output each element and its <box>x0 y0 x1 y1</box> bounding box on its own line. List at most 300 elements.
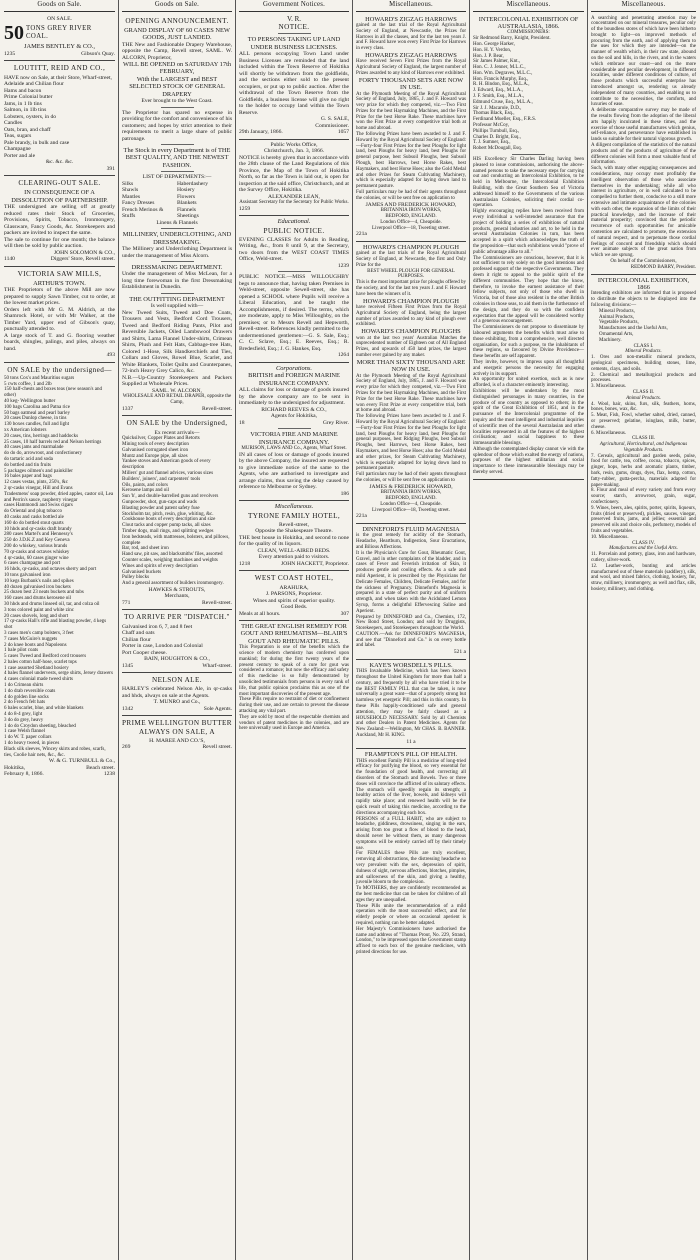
list-item: Blasting powder and patent safety fuse <box>122 505 200 511</box>
commissioner-name: Hon. C. J. Jenner, M.L.C., <box>473 65 526 71</box>
ad-number: 1238 <box>103 771 115 778</box>
ad-number: 521 a <box>453 649 466 656</box>
ad-body: EVENING CLASSES for Adults in Reading, Writing, &c., from 8 until 9, at the Secretary, two doors from the WEST COAST TIMES Office, Weld-street. <box>239 236 349 263</box>
list-item: Black silk sleeves, Wincey skirts and robes, scarfs, ties, Coolie hair nets, &c., &c. <box>4 746 106 758</box>
list-item: 10 hhds and qr-casks draft brandy <box>4 526 72 532</box>
section-heading: Corporations. <box>275 364 313 372</box>
ad-number: 269 <box>122 744 131 751</box>
list-item: Clout tacks and copper pump tacks, all sizes <box>122 523 211 529</box>
ad-text: Ever brought to the West Coast. <box>141 98 213 105</box>
ad-location: Gibson's Quay. <box>81 50 115 57</box>
ad-body: THIS excellent Family Pill is a medicine of long-tried efficacy for purifying the blood, so very essential for the foundation of good health, and correcting all disorders of the Stomach and Bowels. Two or three doses will convince the afflicted of its salutary effects. The stomach will speedily regain its strength; a healthy action of the liver, bowels, and kidneys will rapidly take place; and renewed health will be the quick result of taking this medicine, according to the directions accompanying each box. <box>356 758 466 816</box>
ad-body: To MOTHERS, they are confidently recommended as the best medicine that can be taken for children of all ages they are unequalled. <box>356 886 466 903</box>
list-item: cases Hammondi and Swiss cigars <box>4 503 73 509</box>
commissioner-name: Sir James Palmer, Knt., <box>473 59 521 65</box>
class-item: 8. Flour and meal of every variety and from every source; starch, arrowroot, grain, sugar, confectionery. <box>591 488 696 506</box>
department-list-left <box>122 181 177 220</box>
ad-text: BEDFORD, ENGLAND. <box>385 213 437 219</box>
department-item: Flowers <box>177 193 196 200</box>
ad-subheading: BEST WHEEL PLOUGH FOR GENERAL PURPOSES. <box>367 268 455 280</box>
list-item: 130 boxes candles, full and light <box>4 422 69 428</box>
ad-body: Her Majesty's Commissioners have authorised the name and address of "Thomas Prout, No. 229, Strand, London," to be impressed upon the Government stamp affixed to each box of the genuine medicines, with printed directions for use. <box>356 926 466 955</box>
list-item: Jams, in 1 lb tins <box>4 100 42 107</box>
commissioner-name: Sir J. J. Macarole, D.D., <box>473 105 522 111</box>
list-item: 3 do do grey, heavy <box>4 717 44 723</box>
commissioner-name: Hon. George Harker, <box>473 41 515 47</box>
list-item: Pulley blocks <box>122 575 150 581</box>
ad-signature: HAWKES & STROUTS, <box>148 586 206 593</box>
ad-number: 307 <box>340 610 349 617</box>
ad-heading: VICTORIA SAW MILLS, <box>17 269 102 278</box>
ad-text: Liverpool Office—18, Tweeting street. <box>372 507 450 513</box>
ad-number: 493 <box>106 352 115 359</box>
list-item: 1 case assorted Shetland hosiery <box>4 665 69 671</box>
list-item: 6 cases champagne and port <box>4 561 61 567</box>
ad-kaye-pills <box>356 660 466 749</box>
ad-body: HARLEY'S celebrated Nelson Ale, in qr-casks and hhds, always on sale at the Agents. <box>122 686 232 699</box>
list-item: 7 cases McGuire's nuggets <box>4 636 58 642</box>
ad-heading: PRIME WELLINGTON BUTTER ALWAYS ON SALE, A <box>122 719 232 736</box>
ad-heading: PUBLIC NOTICE. <box>263 226 325 235</box>
ad-body: They invite, however, to impress upon all thoughtful and energetic persons the necessity for engaging actively in its support. <box>473 359 584 377</box>
ad-body: The sale to continue for one month; the balance will then be sold by public auction. <box>4 236 115 250</box>
ad-text: BRITANNIA IRON WORKS, <box>380 490 442 496</box>
ad-heading: FRAMPTON'S PILL OF HEALTH. <box>364 751 458 759</box>
class-subheading: Agricultural, Horticultural, and Indigenous Vegetable Products. <box>599 442 688 453</box>
class-item: 1. Ores and non-metallic mineral products, geological specimens, building stones, lime, cements, clays, and soils. <box>591 355 696 372</box>
list-item: Hams and bacon <box>4 87 42 94</box>
ad-heading: INTERCOLONIAL EXHIBITION OF AUSTRALASIA, 1866. <box>478 15 579 30</box>
ad-body: CAUTION.—Ask for DINNEFORD'S MAGNESIA, and see that "Dinneford and Co." is on every bottle and label. <box>356 631 466 649</box>
ad-body: Have received Seven First Prizes from the Royal Agricultural Society of England, the largest number of Prizes awarded to any kind of Harrows ever exhibited. <box>356 59 466 76</box>
list-item: 1 do Crimean shirts <box>4 683 44 689</box>
ad-body: At the Plymouth Meeting of the Royal Agricultural Society of England, July, 1865, J. and F. Howard was very prize for which they competed, viz.—Two First Prizes for the best Haymaking Machines, and the First Prize for the best Horse Rake. These machines have won the First Prize at every competitive trial both at home and abroad. <box>356 91 466 132</box>
commissioner-name: Hon. H. Y. Verdon, <box>473 47 512 53</box>
ad-body: Full particulars may be had of their agents throughout the colonies, or will be sent free on application to <box>356 472 466 483</box>
ad-signature: JOHN HACKETT, Proprietor. <box>281 560 349 567</box>
list-item: Adelaide and Chilian flour <box>4 81 64 88</box>
list-item: Galvanised buckets <box>122 569 162 575</box>
class-heading: CLASS I. <box>633 343 654 349</box>
list-item: Teas, sugars <box>4 133 32 140</box>
list-item: Mining tools of every description <box>122 441 189 447</box>
ad-subheading: FORTY THOUSAND SETS ARE NOW IN USE. <box>358 76 464 92</box>
column-2 <box>119 0 236 1260</box>
list-item: 1 do drab reversible coats <box>4 688 56 694</box>
ad-number: 186 <box>340 490 349 497</box>
ad-body: Intending exhibitors are informed that is proposed to distribute the objects to be displayed into the following divisions:— <box>591 291 696 308</box>
ad-etc: &c. &c. &c. <box>45 159 74 166</box>
ad-subheading: WILL BE OPENED on SATURDAY 17th FEBRUARY, <box>122 61 232 76</box>
ad-body: Under the management of Miss McLean, for a long time forewoman in the first Dressmaking Establishment in Dunedin. <box>122 271 232 291</box>
ad-heading: INTERCOLONIAL EXHIBITION, 1866 <box>597 276 690 291</box>
ad-address: Beach street. <box>86 764 115 771</box>
ad-heading: LOUTITT, REID AND CO., <box>13 64 106 73</box>
department-item: Blankets <box>177 200 197 207</box>
list-item: 20 cases, tins, herrings and haddocks <box>4 433 79 439</box>
list-item: 1 case Welsh flannel <box>4 729 46 735</box>
ad-body: These Pills require no restraint of diet or confinement during their use, and are certain to prevent the disease attacking any vital part. <box>239 697 349 715</box>
ad-date: 29th January, 1866. <box>239 129 283 136</box>
commissioner-name: Hon. J. P. Bear, <box>473 53 504 59</box>
ad-subheading: LIST OF DEPARTMENTS:— <box>142 174 212 181</box>
division-item: Manufactures and the Useful Arts, <box>599 326 668 332</box>
ad-text: Linens & Flannels <box>156 219 198 226</box>
ad-heading: HOWARD'S CHAMPION PLOUGHS <box>361 328 461 336</box>
column-5 <box>470 0 588 1260</box>
list-item: 25 dozen best 23 neats buckets and tubs <box>4 590 84 596</box>
list-item: 25 cases, 10 half barrels red and Nelson herrings <box>4 439 102 445</box>
ad-body: A large stock of T. and G. flooring weather boards, shingles, palings, and piles, always on hand. <box>4 332 115 352</box>
list-item: 12 cases vestas, pints, 250's, &c <box>4 480 68 486</box>
ad-signature: REDMOND BARRY, President. <box>630 264 696 270</box>
ad-body: N.B.—Up-Country Storekeepers and Packers Supplied at Wholesale Prices. <box>122 374 232 388</box>
class-item: 9. Wines, beers, ales, spirits, porter, spirits, liqueurs, fruits (dried or preserved), pickles, sauces, vinegar, preserved fruits, jams, and jellies; essential and preserved oils and choice oils, perfumery, models of fruits and vegetables. <box>591 505 696 535</box>
commissioner-name: Edmund Cruse, Esq., M.L.A., <box>473 99 533 105</box>
ad-text: Liverpool Office—18, Tweeting street. <box>372 225 450 231</box>
ad-text: Is well supplied with— <box>150 303 204 310</box>
ad-number: 1057 <box>337 129 349 136</box>
list-item: 2 do knee boots and Napoleons <box>4 642 67 648</box>
list-item: 250 do J.D.K.Z and Key Geneva <box>4 538 70 544</box>
ad-body: At the Plymouth Meeting of the Royal Agricultural Society of England, July, 1865, J. and F. Howard was every prize for which they competed, viz.—Two First Prizes for the best Haymaking Machines, and the First Prize for the best Horse Rake. These machines have won every First Prize at every competitive trial, both at home and abroad. <box>356 373 466 414</box>
ad-despatch <box>122 610 232 673</box>
section-miscellaneous <box>239 501 349 571</box>
list-item: 160 do do bottled stout quarts <box>4 520 64 526</box>
list-item: Cookhouse boots of every description and size <box>122 517 216 523</box>
ad-text: Merchants, <box>164 593 190 600</box>
ad-body: New Tweed Suits, Tweed and Doe Coats, Trousers and Vests, Bedford Cord Trousers, Tweed and Bedford Riding Pants, Pilot and Reversible Jackets, Oiled Lambswool Drawers and Shirts, Lama Flannel Under-shirts, Crimean Shirts, Plush and Felt Hats, Cabbage-tree Hats, Colored 1-Hose, Silk Handkerchiefs and Ties, Collars and Gloves, Rowel Blue, Scarlet, and White Blankets, Toilet Quilts and Counterpanes, 72-inch Heavy Grey Calico, &c. <box>122 309 232 375</box>
ad-body: gained at the last trial of the Royal Agricultural Society of England, at Newcastle, the Prizes for Harrows in all the classes, and for the last ten years J. and F. Howard have won every First Prize for Harrows in every class. <box>356 22 466 52</box>
list-item: Candles <box>4 120 23 127</box>
list-item: 280 cases Martel's and Hennessy's <box>4 532 73 538</box>
ad-text: BEDFORD, ENGLAND. <box>385 496 437 502</box>
list-item: Kerosene lamps and oil <box>122 488 170 494</box>
ad-number: 1239 <box>337 262 349 269</box>
list-item: Chaff and oats <box>122 630 155 637</box>
commissioner-list <box>473 36 584 152</box>
class-items <box>591 552 696 593</box>
ad-text: London Office—4, Cheapside. <box>380 501 442 507</box>
ad-body: have received Fifteen First Prizes from the Royal Agricultural Society of England, being the largest number of prizes awarded to any kind of plough ever exhibited. <box>356 305 466 328</box>
ad-subheading: COMMISSIONERS: <box>507 30 550 36</box>
ad-body: THE New and Fashionable Drapery Warehouse, opposite the Camp, Revell street, SAML. W. ALCORN, Proprietor, <box>122 41 232 61</box>
ad-text: CLEAN, WELL-AIRED BEDS. <box>257 547 331 554</box>
list-item: 20 cases shovels, long and short <box>4 613 69 619</box>
list-item: 40 cases jams and marmalade <box>4 445 64 451</box>
ad-body: This is the most important prize for ploughs offered by the society, and for the last ten years J. and F. Howard have been the winners of it. <box>356 280 466 297</box>
ad-intercolonial-exhibition-cont <box>591 14 696 275</box>
list-item: 1 do do Croydon sheeting, bleached <box>4 723 76 729</box>
ad-number: 771 <box>122 599 131 606</box>
commissioner-name: Phillips Turnbull, Esq., <box>473 128 520 134</box>
ad-signature: RICHARD REEVES & CO., <box>261 406 327 413</box>
class-item: 3. Miscellaneous. <box>591 384 627 390</box>
list-item: 40 keg- Wellington butter <box>4 399 56 405</box>
ad-location: Revell-street. <box>202 405 232 412</box>
ad-subheading: Opposite the Shakespeare Theatre. <box>255 528 333 535</box>
division-list <box>591 309 696 344</box>
department-item: Hosiery <box>177 187 195 194</box>
ad-number: 221a <box>356 513 367 520</box>
column-4 <box>353 0 470 1260</box>
list-item: Lobsters, oysters, in do <box>4 113 57 120</box>
ad-title: Assistant Secretary for the Secretary for Public Works. <box>239 200 349 206</box>
list-item: 4 do 8-4 grey, light <box>4 712 43 718</box>
commissioner-name: Hon. Francis Murphy, Esq., <box>473 76 529 82</box>
ad-location: Hokitika, <box>4 764 25 771</box>
ad-text: WHOLESALE AND RETAIL DRAPER, opposite the Camp, <box>122 394 232 406</box>
ad-signature: T. MUNRO and Co., <box>153 699 201 706</box>
list-item: Timber dogs, mail rings, and splitting wedges <box>122 528 214 534</box>
class-item: 7. Cereals, agricultural and garden seeds, pulse, food for cattle, tea, coffee, cocoa, tobacco, spices, ginger, hops, herbs and aromatic plants, timber, bark, resin, gums, drugs, dyes, flax, hemp, cotton, fatty-rubber, gutta-percha, materials adapted for paper-making. <box>591 453 696 488</box>
ad-heading: DINNEFORD'S FLUID MAGNESIA <box>362 525 460 533</box>
department-item: Flannels <box>177 206 196 213</box>
ad-heading: TONS GREY RIVER COAL. <box>26 25 92 41</box>
list-item: do do do, arrowroot, and confectionery <box>4 451 83 457</box>
ad-number: 221a <box>356 231 367 238</box>
ad-signature: BAIN, HOUGHTON & CO., <box>144 656 210 663</box>
ad-subheading: Public Works Office, <box>270 141 318 148</box>
list-item: 10 tons galvanised iron <box>4 572 51 578</box>
ad-signature: SAML. W. ALCORN, <box>152 387 202 394</box>
ad-heading: NELSON ALE. <box>152 676 202 685</box>
class-heading: CLASS IV. <box>632 540 655 546</box>
ad-body: The Proprietor has spared no expense in providing for the comfort and convenience of his customers; and hopes by strict attention to their requirements to merit a large share of public patronage. <box>122 109 232 142</box>
ad-subheading: MURISON, LAWS AND Co., Agents, Wharf Street. <box>241 445 347 451</box>
list-item: Counter scales, weighing machines and weights <box>122 557 218 563</box>
ad-subheading: MILLINERY, UNDERCLOTHING, AND DRESSMAKING. <box>122 231 232 246</box>
list-item: Sun 'h', and double-barrelled guns and revolvers <box>122 494 219 500</box>
ad-number: 1259 <box>239 205 251 212</box>
class-item: 6. Miscellaneous. <box>591 430 627 436</box>
department-item: Haberdashery <box>177 180 209 187</box>
department-item: Sheetings <box>177 213 199 220</box>
list-item: 30 hhds and drums linseed oil, tar, and colza oil <box>4 601 100 607</box>
list-item: And a general assortment of builders ironmongery. <box>122 581 224 587</box>
commissioner-name: J. Edward, Esq., M.L.A., <box>473 88 523 94</box>
list-item: 2 qr-casks vinegar, Hill and Evans <box>4 485 73 491</box>
commissioner-name: R. H. Bindon, Esq., M.L.A., <box>473 82 530 88</box>
ad-subheading: ARTHUR'S TOWN. <box>33 279 86 287</box>
ad-subheading: The Stock in every Department is of THE BEST QUALITY, AND THE NEWEST FASHION. <box>123 147 231 169</box>
ad-body: THE undersigned are selling off at greatly reduced rates their Stock of Groceries, Provisions, Spirits, Tobacco, Ironmongery, Glassware, Fancy Goods, &c. Storekeepers and packers are invited to inspect the same. <box>4 204 115 237</box>
ad-body: ALL claims for loss or damage of goods insured by the above company are to be sent in immediately to the undersigned for adjustment. <box>239 387 349 407</box>
ad-body: These Pills unite the recommendation of a mild operation with the most successful effect, and for elderly people or where an occasional aperient is required, nothing can be better adapted. <box>356 903 466 926</box>
section-educational <box>239 216 349 363</box>
ad-howard-harrows <box>356 14 466 242</box>
ad-number: 391 <box>106 165 115 172</box>
ad-signature: On behalf of the Commissioners, <box>610 258 677 264</box>
ad-body: NOTICE is hereby given that in accordance with the 28th clause of the Land Regulations of this Province, the Map of the Town of Hokitika North, so far as the Town is laid out, is open for inspection at the said office, Christchurch, and at the Survey Office, Hokitika. <box>239 154 349 194</box>
ad-body: Although the contemplated display cannot vie with the splendour of those which exalted the energy of nations, purposes of the highest utilitarian and social importance to these immeasurable blessings may be thereby served. <box>473 446 584 476</box>
list-item: 40 casks and casks bottled ale <box>4 514 64 520</box>
class-item: 2. Chemical and metallurgical products and processes. <box>591 372 696 384</box>
list-item: 150 half-chests and boxes teas (new season's and other) <box>4 387 102 399</box>
list-item: Champagne <box>4 146 31 153</box>
ad-nelson <box>122 673 232 716</box>
department-list-right <box>177 181 232 220</box>
list-item: 3 cases men's camp bolsters, 3 feet <box>4 630 74 636</box>
ad-body: Such, with many other engaging consequences and considerations, may occupy most profitably the intelligent observation of those who associate themselves in the undertaking; while all who interest in agriculture, or in well calculated to be compelled to further them, conducive to a still more extensive and intimate acquaintance of the colonies with each other, the expansion of the limits of their practical knowledge, and the increase of their material prosperity; convinced that the periodic recurrence of such opportunities for amicable contention are calculated to promote, the extension of natural respect, and to perpetuate those cordial feelings of concord and friendship which should ever animate subjects of the great nation from which we are sprung. <box>591 166 696 259</box>
list-item: 4 bales flannel undervests, serge shirts, Jersey drawers <box>4 671 113 677</box>
royal-cipher: V. R. <box>286 14 302 23</box>
list-item: 4 do golden line socks <box>4 694 49 700</box>
department-item: Mantles <box>122 193 141 200</box>
ad-business-licenses <box>239 14 349 140</box>
ad-number: 1342 <box>122 705 134 712</box>
list-item: Quicksilver, Copper Plates and Retorts <box>122 436 200 442</box>
commissioner-name: Thomas Black, Esq., <box>473 111 515 117</box>
ad-signature: G. S. SALE, <box>320 116 349 123</box>
ad-body: IN all cases of loss or damage of goods insured by the above Company, the insured are requested to give immediate notice of the same to the Agents, who are authorised to investigate and arrange claims, thus saving the delay caused by reference to Melbourne or Sydney. <box>239 451 349 491</box>
list-item: do bottled and tin fruits <box>4 462 51 468</box>
ad-heading: OPENING ANNOUNCEMENT. <box>125 16 229 25</box>
ad-body: PERSONS of a FULL HABIT, who are subject to headache, giddiness, drowsiness, singing in the ears, arising from too great a flow of blood to the head, should never be without them, as many dangerous symptoms will be entirely carried off by their timely use. <box>356 816 466 851</box>
ad-text: Wines and spirits of superior quality. <box>252 597 336 604</box>
section-heading: Miscellaneous. <box>274 503 314 511</box>
commissioner-name: Charles D. Bright, Esq., <box>473 134 521 140</box>
ad-howard-plough <box>356 242 466 524</box>
column-head: Goods on Sale. <box>4 1 115 12</box>
item-list <box>4 376 115 759</box>
class-heading: CLASS II. <box>632 389 655 395</box>
ad-number: 1337 <box>122 405 134 412</box>
ad-heading: NOTICE. <box>278 23 310 31</box>
list-item: 70 qr-casks and octaves whiskey <box>4 549 70 555</box>
list-item: 1 bale pilot coats <box>4 648 39 654</box>
ad-dinneford <box>356 524 466 660</box>
class-subheading: Manufactures and the Useful Arts. <box>609 546 678 552</box>
ad-subheading: With the LARGEST and BEST SELECTED STOCK OF GENERAL DRAPERY <box>129 75 225 98</box>
ad-body: HAVE now on Sale, at their Store, Wharf-street, <box>4 74 112 81</box>
ad-text: London Office—4, Cheapside. <box>380 219 442 225</box>
department-item: French Merinos & <box>122 206 164 213</box>
department-item: Shawls <box>122 187 139 194</box>
ad-clearing <box>4 176 115 267</box>
division-item: Ornamental Arts, <box>599 331 634 337</box>
list-item: 100 bags Carolina and Patna rice <box>4 404 70 410</box>
ad-public-works <box>239 140 349 217</box>
ad-body: gained at the last trials of the Royal Agricultural Society of England, at Newcastle, the first and Only Prize for the <box>356 251 466 268</box>
list-item: 2 bales cotton half-hose, scarlet tops <box>4 659 77 665</box>
ad-body: Exhibitions will be undertaken by the most distinguished personages in many countries, in the produce of one country as opposed to others; in the spirit of the Great Exhibition of 1851, and in the pursuance of the Intercolonial programme of the inquiry and the most intelligent and industrial inquiries of scientific men of the several Australasian and other localities represented in all the features of the highest civilisation; and social happiness to these immeasurable blessings. <box>473 388 584 447</box>
ad-location: Revell-street. <box>202 599 232 606</box>
list-item: Porter and ale <box>4 152 36 159</box>
item-list <box>4 81 115 159</box>
ad-hawkes <box>122 416 232 610</box>
column-head: Government Notices. <box>239 1 349 12</box>
list-item: 200 do whiskey, various brands <box>4 543 68 549</box>
ad-opening <box>122 14 232 417</box>
list-item: 50 bags oatmeal and pearl barley <box>4 410 70 416</box>
column-1 <box>1 0 119 1260</box>
ad-body: For FEMALES these Pills are truly excellent, removing all obstructions, the distressing headache so very prevalent with the sex, depression of spirit, dulness of sight, nervous affections, blotches, pimples, and sallowness of the skin, and giving a healthy, juvenile bloom to the complexion. <box>356 851 466 886</box>
division-item: Machinery. <box>599 337 622 343</box>
ad-gout-pills <box>239 621 349 735</box>
class-heading: CLASS III. <box>631 436 656 442</box>
item-list <box>122 624 232 657</box>
column-6 <box>588 0 699 1260</box>
list-item: Hand saw, pit saw, and blacksmiths' files, assorted <box>122 552 223 558</box>
ad-number: 1264 <box>337 352 349 359</box>
list-item: 10 kegs Burbank's nails and spikes <box>4 578 74 584</box>
column-head: Goods on Sale. <box>122 1 232 12</box>
department-item: Stuffs <box>122 213 136 220</box>
list-item: Builders', joiners', and carpenters' tools <box>122 476 201 482</box>
list-item: Galvanised iron 6, 7, and 8 feet <box>122 623 193 630</box>
ad-location: Diggers' Store, Revell street. <box>50 256 115 263</box>
ad-body: This Preparation is one of the benefits which the science of modern chemistry has conferred upon mankind; for during the first twenty years of the present century to speak of a cure for gout was considered a romance; but now the efficacy and safety of this medicine is so fully demonstrated by unsolicited testimonials from persons in every rank of life, that public opinion proclaims this as one of the most important discoveries of the present age. <box>239 645 349 697</box>
list-item: 1 do heavy tweed, in pieces <box>4 741 60 747</box>
ad-body: Orders left with Mr G. M. Aldrich, at the Shamrock Hotel, or with Mr Walker, at the Timber Yard, upper end of Gibson's quay, punctually attended to. <box>4 306 115 333</box>
list-item: Port Cooper cheese. <box>122 649 167 656</box>
list-item: Oats, bran, and chaff <box>4 126 51 133</box>
ad-body: The Millinery and Underclothing Department is under the management of Miss Alcorn. <box>122 246 232 259</box>
list-item: do Oriental and plug tobacco <box>4 509 63 515</box>
ad-body: Prepared by DINNEFORD and Co., Chemists, 172, New Bond Street, London; and sold by Druggists, Storekeepers, and Storekeepers throughout the World. <box>356 614 466 632</box>
ad-frampton-pills <box>356 749 466 959</box>
commissioner-name: Professor McCoy, <box>473 123 510 129</box>
list-item: Millers' gut and flannel advices, various sizes <box>122 470 214 476</box>
ad-signature: H. MAREE AND CO.'S, <box>149 737 205 744</box>
list-item: 5 cwts coffee, 1 and 2lb <box>4 381 52 387</box>
ad-heading: CLEARING-OUT SALE. <box>18 179 101 188</box>
list-item: Bar, rod, and sheet iron <box>122 546 169 552</box>
list-item: Stockholm tar, pitch, resin, glue, whiting, &c. <box>122 511 214 517</box>
ad-turnbull <box>4 363 115 781</box>
list-item: Salmon, in 1lb tins <box>4 107 47 114</box>
list-item: Gunpowder, shot, gun-caps and wads <box>122 499 197 505</box>
ad-body: THE Proprietors of the above Mill are now prepared to supply Sawn Timber, cut to order, at the lowest market prices. <box>4 287 115 307</box>
section-heading: Educational. <box>277 218 311 226</box>
ad-text: Meals at all hours. <box>239 610 281 617</box>
list-item: Muntz and Europe pipe, all sizes <box>122 453 188 459</box>
ad-body: ALL persons occupying Town Land under Business Licenses are reminded that the land included within the Town Reserve of Hokitika will shortly be withdrawn from the goldfields, and the sections either sold to the present occupiers, or put up to public auction. After the withdrawal of the Town Reserve from the Goldfields, a business license will give no right to the holder to occupy land within the Town Reserve. <box>239 51 349 116</box>
list-item: 3 tons colored paint and white zinc <box>4 607 74 613</box>
ad-body: They are sold by most of the respectable chemists and vendors of patent medicines in the colonies, and are here universally used in Europe and America. <box>239 714 349 732</box>
ad-body: A deliberate comparative survey may be made of the results flowing from the adoption of the liberal arts happily inculcated in these times, and the exercise of those useful manufactures which genius, self-reliance, and perseverance have established in lands so suitable for their natural vigorous growth. <box>591 108 696 143</box>
list-item: 5 packages oilmen's and painkiller <box>4 468 73 474</box>
ad-heading: HOWARD'S ZIGZAG HARROWS <box>365 51 457 59</box>
ad-body: Highly encouraging replies have been received from every individual a well-intended assurance that the project of holding a series of exhibitions of natural products, general industries and art, to be held in the several Australasian Colonies in turn, has been accepted in a spirit which acknowledges the truth of the proposition—that such exhibitions would "prove of public advantage alike to all." <box>473 209 584 255</box>
ad-number: 1235 <box>4 50 16 57</box>
ad-body: won at the last two years' Australian Matches the unprecedented number of Eighteen out of All England Prizes, and upwards of 450 land prizes, the largest number ever gained by any maker. <box>356 335 466 358</box>
class-item: 5. Meat, Fish, Fowl, whether salted, dried, canned, or preserved; gelatine, isinglass, milk, butter, cheese. <box>591 413 696 430</box>
ad-subheading: GRAND DISPLAY OF 60 CASES NEW GOODS, JUST LANDED. <box>124 26 230 42</box>
ad-body: The following Prizes have been awarded to J. and F. Howard by the Royal Agricultural Society of England:—Forty-four First Prizes for the best Ploughs for light land, best Ploughs for heavy land, best Ploughs for general purpose, best Subsoil Ploughs, best Subsoil Plough, best Harrows, best Horse Rakes, best Haymakers, and best Horse Hoes; also the Gold Medal and other Prizes for Steam Cultivating Machinery, which is especially adapted for laying down land to permanent pasture. <box>356 132 466 190</box>
list-item: 2 do French felt hats <box>4 700 46 706</box>
list-item: Prime Colonial butter <box>4 94 53 101</box>
commissioner-name: Ferdinand Mueller, Esq., F.R.S. <box>473 117 537 123</box>
ad-heading: ON SALE. <box>47 15 72 22</box>
ad-number: 18 <box>239 419 245 426</box>
ad-title: Commissioner. <box>315 122 349 129</box>
ad-number: 1345 <box>122 662 134 669</box>
list-item: 160 cases and drums kerosene oil <box>4 596 72 602</box>
ad-location: Revell street. <box>202 744 232 751</box>
list-item: Yankee stoves and American goods of every description <box>122 459 211 471</box>
list-item: Pale brandy, in bulk and case <box>4 139 70 146</box>
ad-number: 1140 <box>4 256 15 263</box>
list-item: Iron bedsteads, with mattresses, bolsters, and pillows, complete <box>122 534 230 546</box>
ad-heading: HOWARD'S CHAMPION PLOUGH <box>363 243 459 251</box>
division-item: Animal Products, <box>599 314 634 320</box>
ad-body: THIS Invaluable Medicine, which has been known throughout the United Kingdom for more than half a century, and frequently by all who have tried it to be the BEST FAMILY PILL that can be taken, is now universally a great want—that of a properly strong but harmless yet energetic Pill; and this in this country. In these Pills happily-conditioned safe and general attention, they may be fairly classed as a HOUSEHOLD NECESSARY. Sold by all Chemists and other Dealers in Patent Medicines. Agents for New Zealand:—Wellington, Mr CHAS. B. BANNER. Auckland, Mr H. KING. <box>356 669 466 738</box>
ad-heading: TO ARRIVE PER "DISPATCH." <box>124 613 230 622</box>
ad-body: The Commissioners are conscious, however, that it is not sufficient to rely solely on the good intentions and professed support of the respective Governments. They deem it right to appeal to the public spirit of the different communities. They hope that the know, therefore, to invoke the earnest assistance of their fellow subjects, not only of those who dwell in Victoria, but of those also resident in the other British colonies in those seas, to aid them in the furtherance of the design, and they do so with the confident expectation that the appeal will be considered worthy of a generous encouragement. <box>473 255 584 325</box>
ad-heading: TYRONE FAMILY HOTEL, <box>247 511 341 520</box>
